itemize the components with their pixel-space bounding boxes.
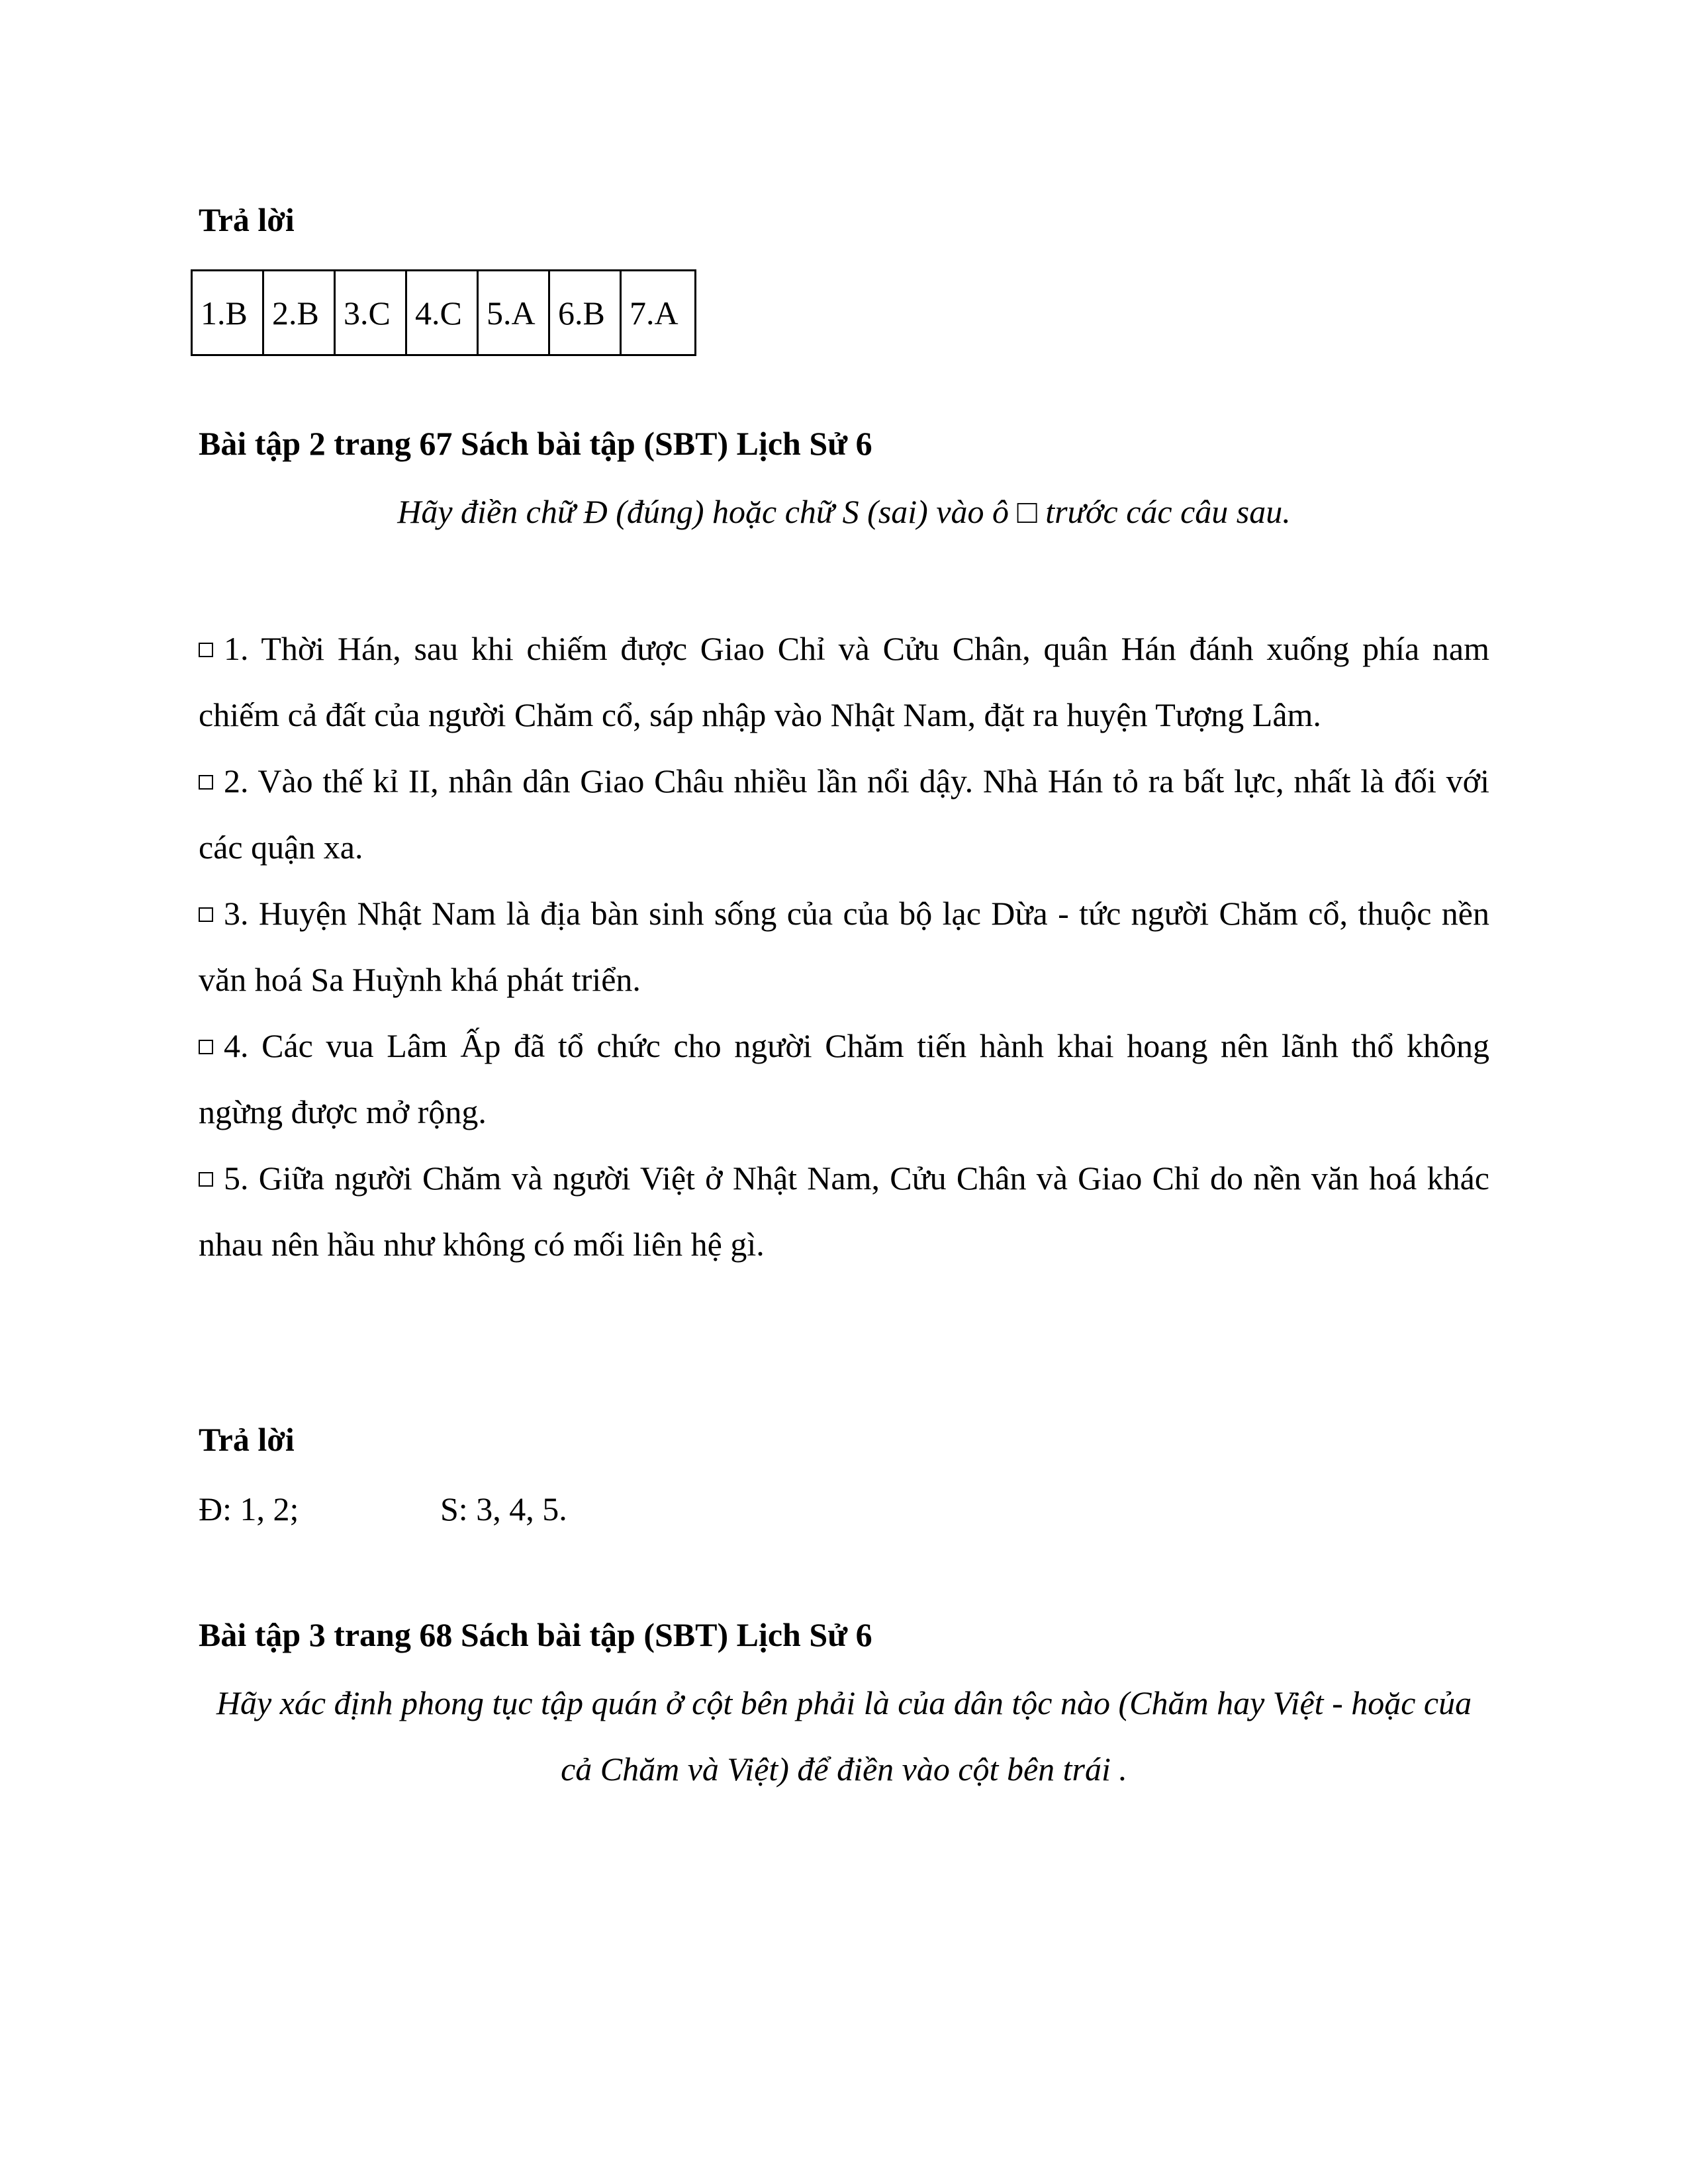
answer-row	[192, 271, 696, 355]
question-item	[199, 748, 1489, 880]
question-text: 1. Thời Hán, sau khi chiếm được Giao Chỉ và Cửu Chân, quân Hán đánh xuống phía nam chiếm cả đất của người Chăm cổ, sáp nhập vào Nhật Nam, đặt ra huyện Tượng Lâm.	[199, 630, 1489, 733]
exercise-3-instruction: Hãy xác định phong tục tập quán ở cột bên phải là của dân tộc nào (Chăm hay Việt - hoặc của cả Chăm và Việt) để điền vào cột bên trái .	[216, 1684, 1472, 1788]
checkbox-icon	[199, 907, 213, 922]
answer-cell: 3.C	[335, 271, 406, 355]
answer-cell: 5.A	[478, 271, 549, 355]
exercise-3-title: Bài tập 3 trang 68 Sách bài tập (SBT) Lịch Sử 6	[199, 1616, 872, 1653]
exercise-2-instruction: Hãy điền chữ Đ (đúng) hoặc chữ S (sai) vào ô □ trước các câu sau.	[397, 493, 1291, 530]
answer-table	[191, 269, 696, 356]
question-list	[199, 615, 1489, 1277]
answer-heading-2: Trả lời	[199, 1421, 295, 1458]
question-item	[199, 1145, 1489, 1277]
checkbox-icon	[199, 775, 213, 790]
answer-cell: 6.B	[549, 271, 621, 355]
answer-line	[199, 1476, 567, 1542]
answer-cell: 2.B	[263, 271, 335, 355]
question-item	[199, 1013, 1489, 1145]
checkbox-icon	[199, 1040, 213, 1054]
answer-heading-1: Trả lời	[199, 201, 295, 238]
question-text: 3. Huyện Nhật Nam là địa bàn sinh sống của của bộ lạc Dừa - tức người Chăm cổ, thuộc nền văn hoá Sa Huỳnh khá phát triển.	[199, 895, 1489, 998]
answer-false: S: 3, 4, 5.	[440, 1490, 567, 1527]
answer-true: Đ: 1, 2;	[199, 1490, 299, 1527]
document-page	[199, 0, 1489, 2184]
question-item	[199, 615, 1489, 748]
checkbox-icon	[199, 643, 213, 657]
answer-cell: 4.C	[406, 271, 478, 355]
question-text: 4. Các vua Lâm Ấp đã tổ chức cho người Chăm tiến hành khai hoang nên lãnh thổ không ngừng được mở rộng.	[199, 1027, 1489, 1130]
answer-cell: 1.B	[192, 271, 263, 355]
checkbox-icon	[199, 1172, 213, 1187]
question-item	[199, 880, 1489, 1013]
answer-cell: 7.A	[621, 271, 696, 355]
question-text: 2. Vào thế kỉ II, nhân dân Giao Châu nhiều lần nổi dậy. Nhà Hán tỏ ra bất lực, nhất là đối với các quận xa.	[199, 762, 1489, 866]
question-text: 5. Giữa người Chăm và người Việt ở Nhật Nam, Cửu Chân và Giao Chỉ do nền văn hoá khác nhau nên hầu như không có mối liên hệ gì.	[199, 1160, 1489, 1263]
exercise-2-title: Bài tập 2 trang 67 Sách bài tập (SBT) Lịch Sử 6	[199, 425, 872, 462]
